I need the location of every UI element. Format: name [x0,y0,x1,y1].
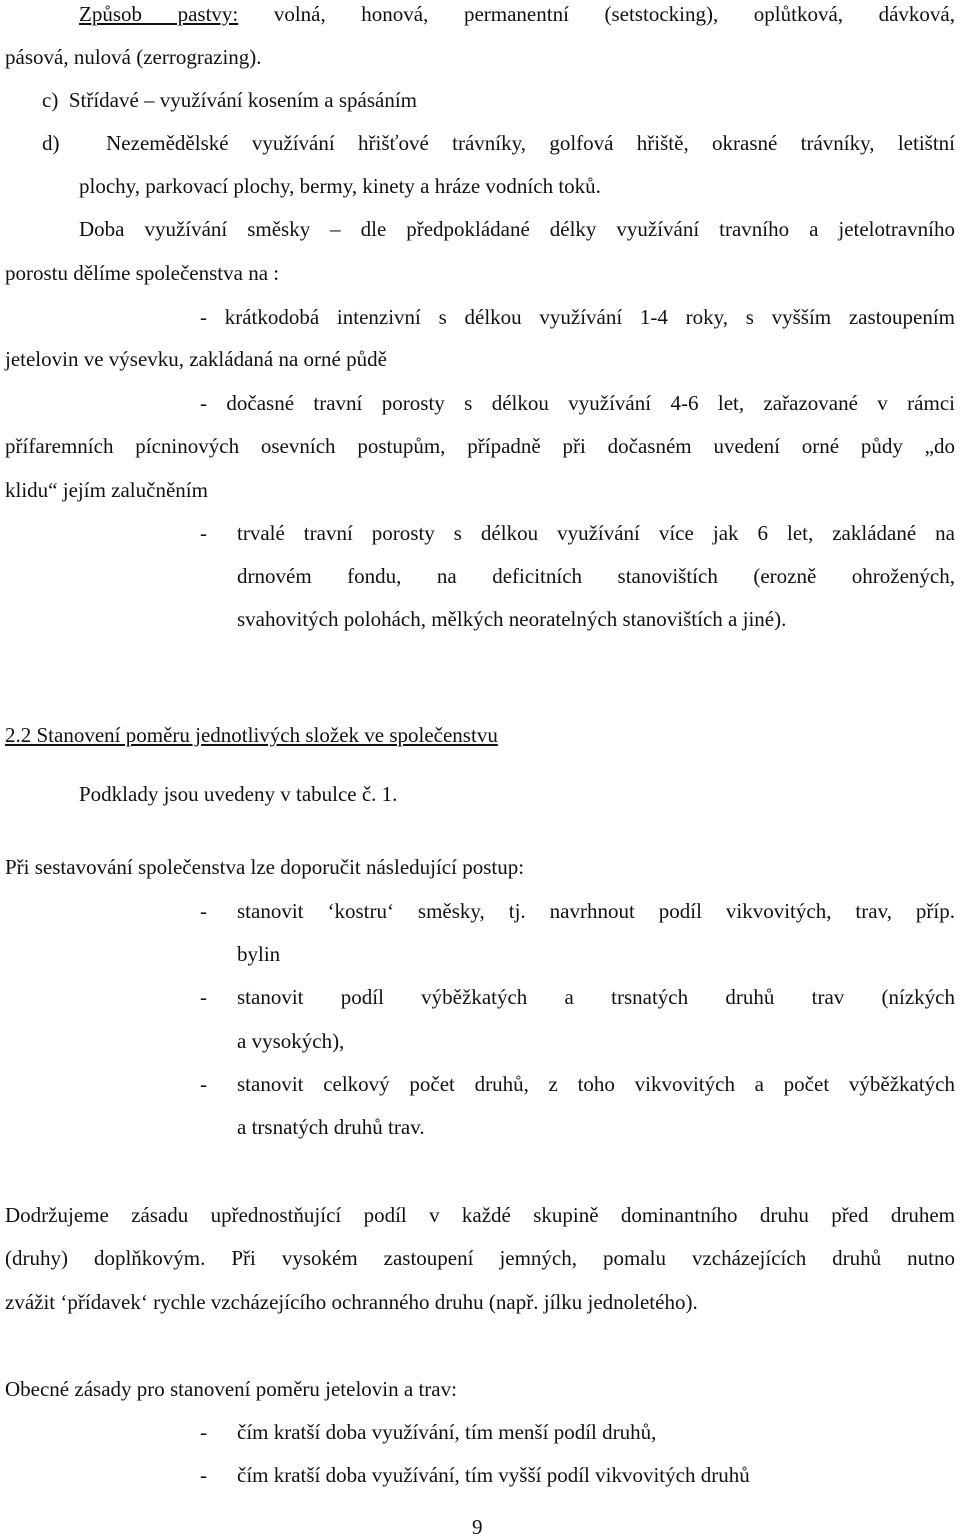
principle-line-2: (druhy) doplňkovým. Při vysokém zastoupení jemných, pomalu vzcházejících druhů nutno [5,1246,955,1270]
procedure-item-2-dash: - [200,985,207,1009]
duration-line-1: Doba využívání směsky – dle předpokládané délky využívání travního a jetelotravního [79,217,955,241]
permanent-line-1: trvalé travní porosty s délkou využívání více jak 6 let, zakládané na [237,521,955,545]
general-item-2-text: čím kratší doba využívání, tím vyšší podíl vikvovitých druhů [237,1463,750,1487]
procedure-intro: Při sestavování společenstva lze doporučit následující postup: [5,855,525,879]
list-item-c: c) Střídavé – využívání kosením a spásáním [42,88,417,112]
list-item-d-line-2: plochy, parkovací plochy, bermy, kinety a hráze vodních toků. [79,174,601,198]
permanent-line-2: drnovém fondu, na deficitních stanovištích (erozně ohrožených, [237,564,955,588]
temporary-line-2: přífaremních pícninových osevních postupům, případně při dočasném uvedení orné půdy „do [5,434,955,458]
principle-line-3: zvážit ‘přídavek‘ rychle vzcházejícího ochranného druhu (např. jílku jednoletého). [5,1290,698,1314]
principle-line-1: Dodržujeme zásadu upřednostňující podíl v každé skupině dominantního druhu před druhem [5,1203,955,1227]
temporary-line-1: - dočasné travní porosty s délkou využívání 4-6 let, zařazované v rámci [200,391,955,415]
procedure-item-1-dash: - [200,899,207,923]
list-item-d-line-1: d) Nezemědělské využívání hřišťové trávníky, golfová hřiště, okrasné trávníky, letištní [42,131,955,155]
general-intro: Obecné zásady pro stanovení poměru jetelovin a trav: [5,1377,457,1401]
permanent-line-3: svahovitých polohách, mělkých neoratelných stanovištích a jiné). [237,607,787,631]
pasture-method-line-1 [79,2,955,26]
procedure-item-2-line-2: a vysokých), [237,1029,345,1053]
general-item-1-text: čím kratší doba využívání, tím menší podíl druhů, [237,1420,657,1444]
short-term-line-1: - krátkodobá intenzivní s délkou využívání 1-4 roky, s vyšším zastoupením [200,305,955,329]
short-term-line-2: jetelovin ve výsevku, zakládaná na orné půdě [5,347,387,371]
procedure-item-3-line-2: a trsnatých druhů trav. [237,1115,425,1139]
section-heading: 2.2 Stanovení poměru jednotlivých složek ve společenstvu [5,723,498,747]
temporary-line-3: klidu“ jejím zalučněním [5,478,208,502]
procedure-item-3-dash: - [200,1072,207,1096]
general-item-2-dash: - [200,1463,207,1487]
procedure-item-2-line-1: stanovit podíl výběžkatých a trsnatých druhů trav (nízkých [237,985,955,1009]
basis-text: Podklady jsou uvedeny v tabulce č. 1. [79,782,398,806]
procedure-item-1-line-2: bylin [237,942,281,966]
page-number: 9 [472,1515,483,1539]
procedure-item-1-line-1: stanovit ‘kostru‘ směsky, tj. navrhnout podíl vikvovitých, trav, příp. [237,899,955,923]
procedure-item-3-line-1: stanovit celkový počet druhů, z toho vikvovitých a počet výběžkatých [237,1072,955,1096]
pasture-method-label: Způsob pastvy: [79,2,239,26]
permanent-dash: - [200,521,207,545]
duration-line-2: porostu dělíme společenstva na : [5,261,280,285]
pasture-method-rest: volná, honová, permanentní (setstocking), oplůtková, dávková, [238,2,955,26]
pasture-method-line-2: pásová, nulová (zerrograzing). [5,45,262,69]
general-item-1-dash: - [200,1420,207,1444]
